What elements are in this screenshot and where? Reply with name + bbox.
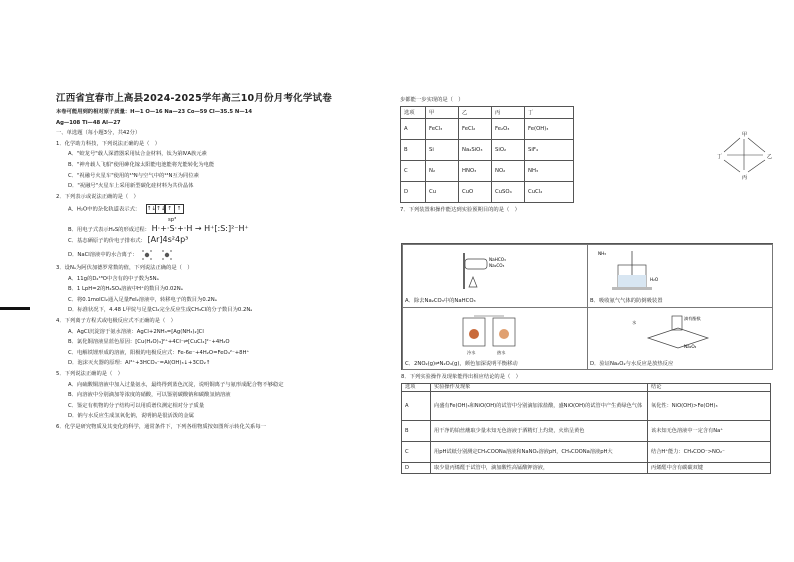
table-cell: Fe(OH)₃ bbox=[525, 118, 574, 139]
option-text: A．向硫酸铜溶液中加入过量氨水，最终得到蓝色沉淀，说明铜离子与氨形成配合物不够稳定 bbox=[68, 381, 284, 388]
apparatus-cell-d bbox=[587, 307, 773, 370]
orbital-box: ↑↓ bbox=[146, 205, 157, 212]
option-text: B．1 LpH=2的H₂SO₄溶液中H⁺的数目为0.02Nₐ bbox=[68, 286, 183, 293]
table-cell: D bbox=[401, 181, 426, 202]
table-header-cell: 实验操作及现象 bbox=[431, 384, 648, 392]
table-cell: 向盛有Fe(OH)₃和NiO(OH)的试管中分别滴加浓盐酸，盛NiO(OH)的试管中产生黄绿色气体 bbox=[431, 392, 648, 421]
h2s-formation: H·+·S·+·H → H⁺[:S:]²⁻H⁺ bbox=[151, 223, 249, 233]
table-cell: Si bbox=[426, 139, 459, 160]
q6-table bbox=[400, 106, 574, 203]
apparatus-caption: C．2NO₂(g)⇌N₂O₄(g)，颜色加深说明平衡移动 bbox=[405, 361, 518, 367]
label-nh3: NH₃ bbox=[598, 251, 606, 256]
table-cell: NO₂ bbox=[492, 160, 525, 181]
binding-line bbox=[0, 307, 30, 310]
table-cell: NH₃ bbox=[525, 160, 574, 181]
table-cell: 该未知无色溶液中一定含有Na⁺ bbox=[648, 421, 771, 442]
apparatus-caption: A．除去Na₂CO₃中的NaHCO₃ bbox=[405, 298, 476, 304]
label-nahco3: NaHCO₃ bbox=[489, 257, 506, 262]
option-text: A．11g的D₂¹⁸O中含有的中子数为5Nₐ bbox=[68, 275, 159, 282]
diagram-arrow bbox=[724, 138, 740, 152]
orbital-diagram bbox=[146, 202, 184, 216]
table-header-row bbox=[402, 384, 771, 392]
left-column bbox=[56, 90, 396, 433]
table-cell: 丙烯醛中含有碳碳双键 bbox=[648, 463, 771, 474]
option-b-row bbox=[56, 224, 396, 236]
table-row bbox=[402, 421, 771, 442]
question-stem: 5．下列说法正确的是（ ） bbox=[56, 370, 123, 377]
table-cell: C bbox=[401, 160, 426, 181]
option-d-row bbox=[56, 247, 396, 263]
atomic-mass-line: 本卷可能用到的相对原子质量：H—1 O—16 Na—23 Co—59 Cl—35.5 N—14 bbox=[56, 109, 253, 115]
label-na2co3: Na₂CO₃ bbox=[489, 263, 505, 268]
apparatus-caption: B．吸收氨气气体的防倒吸装置 bbox=[590, 298, 663, 304]
diagram-label: 甲 bbox=[742, 132, 748, 138]
table-header-cell: 乙 bbox=[459, 106, 492, 118]
option-a-row bbox=[56, 202, 396, 217]
table-cell: Cu bbox=[426, 181, 459, 202]
table-cell: FeCl₂ bbox=[459, 118, 492, 139]
table-cell: CuO bbox=[459, 181, 492, 202]
table-header-cell: 甲 bbox=[426, 106, 459, 118]
table-cell: D bbox=[402, 463, 431, 474]
q7-apparatus-panel bbox=[401, 243, 773, 370]
apparatus-caption: D．验证Na₂O₂与水反应是放热反应 bbox=[590, 361, 674, 367]
table-cell: C bbox=[402, 442, 431, 463]
heating-apparatus-icon bbox=[403, 245, 587, 293]
table-cell: 用干净的铂丝蘸取少量未知无色溶液于酒精灯上灼烧，火焰呈黄色 bbox=[431, 421, 648, 442]
diagram-arrow bbox=[748, 138, 765, 152]
conversion-diagram bbox=[715, 130, 775, 180]
atomic-mass-line: Ag—108 Ti—48 Al—27 bbox=[56, 119, 121, 126]
diagram-label: 丙 bbox=[742, 175, 748, 180]
table-header-cell: 选项 bbox=[402, 384, 431, 392]
equilibrium-apparatus-icon bbox=[403, 308, 587, 356]
label-h2o: H₂O bbox=[650, 277, 659, 282]
q6-caption: 步都能一步实现的是（ ） bbox=[400, 97, 464, 103]
table-cell: CuCl₂ bbox=[525, 181, 574, 202]
se-config: [Ar]4s²4p³ bbox=[147, 235, 189, 245]
table-header-cell: 丁 bbox=[525, 106, 574, 118]
label-cold-water: 冷水 bbox=[467, 350, 476, 355]
question-stem: 3．设Nₐ为阿伏加德罗常数的值，下列说法正确的是（ ） bbox=[56, 265, 193, 272]
table-cell: N₂ bbox=[426, 160, 459, 181]
option-text: D．钠与水反应生成氢氧化钠，说明钠是很活泼的金属 bbox=[68, 413, 194, 420]
question-stem: 6．化学是研究物质及其变化的科学，通常条件下，下列各组物质按如图所示转化关系每一 bbox=[56, 423, 266, 430]
apparatus-cell-c bbox=[402, 307, 588, 370]
table-cell: 用pH试纸分别测定CH₃COONa溶液和NaNO₂溶液pH，CH₃COONa溶液pH大 bbox=[431, 442, 648, 463]
apparatus-cell-a bbox=[402, 244, 588, 308]
orbital-box: ↑ bbox=[165, 204, 175, 214]
diagram-arrow bbox=[748, 160, 765, 172]
option-text: D．泡沫灭火器的原理：Al³⁺+3HCO₃⁻=Al(OH)₃↓+3CO₂↑ bbox=[68, 360, 211, 367]
question-stem: 2．下列表示或说法正确的是（ ） bbox=[56, 193, 139, 200]
hydrated-ions-icon bbox=[139, 248, 179, 262]
option-text: C．电解铁锂形成的溶液，阳极的电极反应式：Fe-6e⁻+4H₂O=FeO₄²⁻+8H⁺ bbox=[68, 349, 250, 356]
table-cell: FeCl₃ bbox=[426, 118, 459, 139]
label-phenolphthalein: 滴有酚酞 bbox=[684, 316, 701, 321]
table-header-cell: 丙 bbox=[492, 106, 525, 118]
table-header-row bbox=[401, 106, 574, 118]
table-row bbox=[401, 118, 574, 139]
table-cell: SiO₂ bbox=[492, 139, 525, 160]
label-water: 水 bbox=[632, 320, 637, 325]
table-cell: HNO₃ bbox=[459, 160, 492, 181]
option-text: C．基态硒原子的价电子排布式： bbox=[68, 238, 146, 245]
option-text: B．"神舟载人飞船"使用砷化镓太阳能电池能将光能转化为电能 bbox=[68, 161, 215, 168]
orbital-box: ↑ bbox=[174, 204, 184, 214]
table-cell: Fe₂O₃ bbox=[492, 118, 525, 139]
option-text: D．"祝融号"火星车上采用新型碳化硅材料为共价晶体 bbox=[68, 183, 194, 190]
label-hot-water: 热水 bbox=[497, 350, 506, 355]
option-text: D．NaCl溶液中的水合离子： bbox=[68, 252, 138, 259]
table-cell: A bbox=[401, 118, 426, 139]
table-cell: B bbox=[402, 421, 431, 442]
table-row bbox=[402, 392, 771, 421]
table-header-cell: 结论 bbox=[648, 384, 771, 392]
table-row bbox=[401, 181, 574, 202]
table-cell: A bbox=[402, 392, 431, 421]
exothermic-apparatus-icon bbox=[588, 308, 772, 356]
diagram-label: 乙 bbox=[767, 154, 773, 160]
q8-table bbox=[401, 383, 771, 474]
option-text: A．AgCl沉淀溶于氨水溶液：AgCl+2NH₃=[Ag(NH₃)₂]Cl bbox=[68, 328, 204, 335]
diagram-arrow bbox=[724, 160, 740, 172]
option-text: C．"祝融号火星车"使用的¹⁵N与空气中的¹⁴N互为同位素 bbox=[68, 172, 199, 179]
table-row bbox=[401, 139, 574, 160]
question-stem: 7．下列装置和操作能达到实验预期目的的是（ ） bbox=[400, 206, 520, 213]
table-cell: CuSO₄ bbox=[492, 181, 525, 202]
table-row bbox=[402, 442, 771, 463]
question-stem: 8．下列实验操作及现象能得出相应结论的是（ ） bbox=[401, 374, 521, 380]
table-header-cell: 选项 bbox=[401, 106, 426, 118]
sp3-label: sp³ bbox=[168, 216, 177, 223]
table-row bbox=[401, 160, 574, 181]
option-text: B．氯化铜溶液显蓝色原因：[Cu(H₂O)₄]²⁺+4Cl⁻⇌[CuCl₄]²⁻+4H₂O bbox=[68, 339, 230, 346]
option-text: A．H₂O中的杂化轨道表示式： bbox=[68, 206, 141, 213]
table-cell: 取少量丙烯醛于试管中，滴加酸性高锰酸钾溶液， bbox=[431, 463, 648, 474]
question-stem: 1．化学助力科技，下列说法正确的是（ ） bbox=[56, 140, 161, 147]
orbital-box: ↑↓ bbox=[156, 205, 166, 212]
option-text: B．用电子式表示H₂S的形成过程： bbox=[68, 226, 150, 233]
table-row bbox=[402, 463, 771, 474]
option-text: A．"蛟龙号"载人深潜器采用钛合金材料，钛为第ⅣA族元素 bbox=[68, 151, 207, 158]
diagram-label: 丁 bbox=[717, 154, 723, 160]
exam-title: 江西省宜春市上高县2024-2025学年高三10月份月考化学试卷 bbox=[56, 93, 332, 104]
table-cell: SiF₄ bbox=[525, 139, 574, 160]
table-cell: 氧化性：NiO(OH)>Fe(OH)₃ bbox=[648, 392, 771, 421]
option-text: C．将0.1molCl₂通入足量FeI₂溶液中，转移电子的数目为0.2Nₐ bbox=[68, 296, 217, 303]
label-na2o2: Na₂O₂ bbox=[684, 344, 697, 349]
absorption-apparatus-icon bbox=[588, 245, 772, 293]
table-cell: 结合H⁺能力：CH₃COO⁻>NO₂⁻ bbox=[648, 442, 771, 463]
option-text: D．标准状况下，4.48 L甲烷与足量Cl₂完全反应生成CH₃Cl的分子数目为0.2Nₐ bbox=[68, 307, 253, 314]
section-heading: 一、单选题（每小题3分，共42分） bbox=[56, 130, 141, 137]
question-stem: 4．下列离子方程式或电极反应式不正确的是（ ） bbox=[56, 318, 176, 324]
option-text: C．鉴定有机物的分子结构可以用质谱仪测定相对分子质量 bbox=[68, 402, 205, 409]
option-c-row bbox=[56, 235, 396, 247]
table-cell: B bbox=[401, 139, 426, 160]
apparatus-cell-b bbox=[587, 244, 773, 308]
table-cell: Na₂SiO₃ bbox=[459, 139, 492, 160]
option-text: B．向溶液中分别滴加等浓度的硝酸，可以鉴别碳酸钠和碳酸氢钠溶液 bbox=[68, 392, 231, 399]
